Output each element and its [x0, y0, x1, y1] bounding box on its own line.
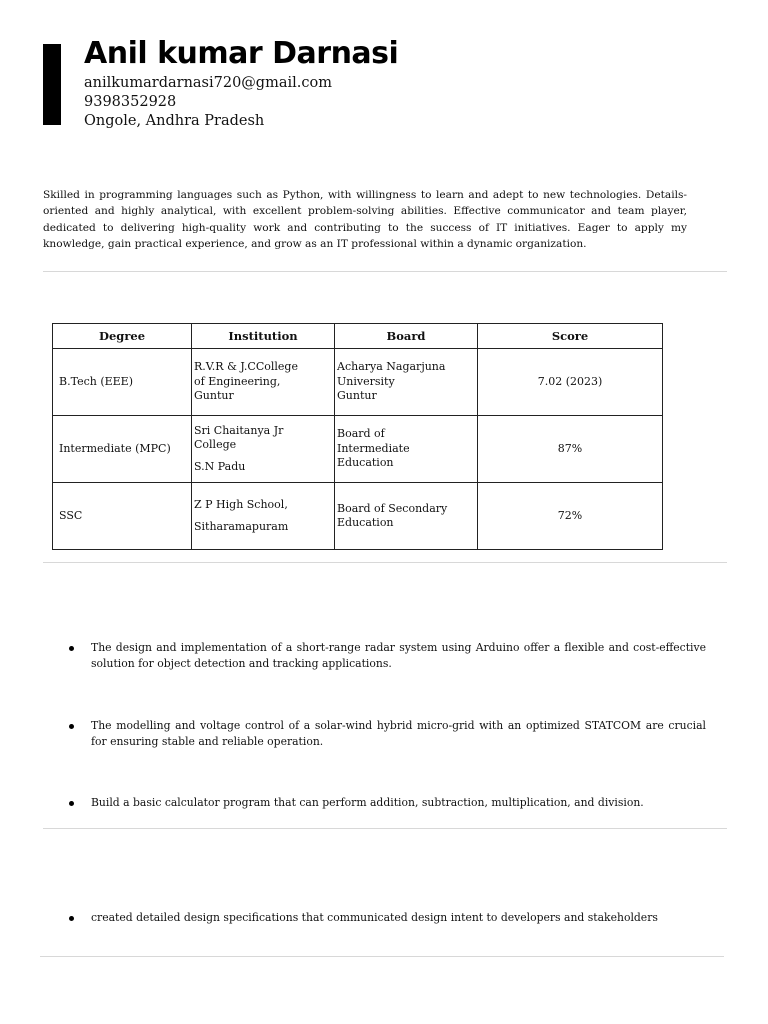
institution-line: S.N Padu	[194, 459, 246, 473]
board-line: Acharya Nagarjuna	[337, 360, 446, 374]
contact-block	[84, 74, 332, 131]
table-row	[53, 416, 663, 483]
section-divider	[43, 828, 727, 829]
institution-line: Z P High School,	[194, 498, 288, 511]
score-column-header: Score	[478, 324, 663, 349]
list-item	[66, 910, 706, 926]
bullet-icon	[69, 916, 74, 921]
bullet-icon	[69, 724, 74, 729]
score-cell: 87%	[478, 416, 663, 483]
table-row	[53, 349, 663, 416]
board-line: Education	[337, 456, 394, 470]
experience-list	[66, 910, 706, 926]
section-divider	[43, 271, 727, 272]
score-cell: 72%	[478, 483, 663, 550]
location-text: Ongole, Andhra Pradesh	[84, 113, 265, 129]
institution-cell	[192, 483, 335, 550]
header-accent-bar	[43, 44, 61, 125]
institution-cell	[192, 349, 335, 416]
board-line: Board of	[337, 427, 385, 441]
board-cell	[335, 416, 478, 483]
institution-cell	[192, 416, 335, 483]
education-table	[52, 323, 663, 550]
institution-line: Sri Chaitanya Jr	[194, 423, 284, 437]
institution-line: of Engineering,	[194, 374, 281, 388]
degree-cell: SSC	[53, 483, 192, 550]
list-item	[66, 718, 706, 749]
experience-text: created detailed design specifications that communicated design intent to developers and stakeholders	[91, 911, 658, 924]
degree-cell: B.Tech (EEE)	[53, 349, 192, 416]
project-text: Build a basic calculator program that can perform addition, subtraction, multiplication, and division.	[91, 796, 644, 809]
board-column-header: Board	[335, 324, 478, 349]
board-line: University	[337, 374, 395, 388]
institution-line: Guntur	[194, 389, 234, 403]
email-text: anilkumardarnasi720@gmail.com	[84, 75, 332, 91]
list-item	[66, 640, 706, 671]
institution-line: College	[194, 438, 237, 452]
education-header-row	[53, 324, 663, 349]
board-cell	[335, 349, 478, 416]
section-divider	[40, 956, 724, 957]
board-cell	[335, 483, 478, 550]
institution-line: Sitharamapuram	[194, 519, 289, 533]
phone-text: 9398352928	[84, 94, 177, 110]
project-text: The modelling and voltage control of a solar-wind hybrid micro-grid with an optimized STATCOM are crucial for ensuring stable and reliable operation.	[91, 719, 706, 748]
project-text: The design and implementation of a short-range radar system using Arduino offer a flexible and cost-effective solution for object detection and tracking applications.	[91, 641, 706, 670]
section-divider	[43, 562, 727, 563]
candidate-name: Anil kumar Darnasi	[84, 36, 399, 71]
score-cell: 7.02 (2023)	[478, 349, 663, 416]
board-line: Intermediate	[337, 441, 410, 455]
degree-cell: Intermediate (MPC)	[53, 416, 192, 483]
institution-column-header: Institution	[192, 324, 335, 349]
board-line: Education	[337, 516, 394, 529]
board-line: Guntur	[337, 389, 377, 403]
institution-line: R.V.R & J.CCollege	[194, 360, 298, 374]
table-row	[53, 483, 663, 550]
summary-paragraph: Skilled in programming languages such as Python, with willingness to learn and adept to new technologies. Details-oriented and highly analytical, with excellent problem-solving abilities. Effective communicator and team player, dedicated to delivering high-quality work and contributing to the success of IT initiatives. Eager to apply my knowledge, gain practical experience, and grow as an IT professional within a dynamic organization.	[43, 189, 687, 251]
degree-column-header: Degree	[53, 324, 192, 349]
projects-list	[66, 640, 706, 811]
board-line: Board of Secondary	[337, 501, 448, 515]
bullet-icon	[69, 801, 74, 806]
bullet-icon	[69, 646, 74, 651]
list-item	[66, 795, 706, 811]
